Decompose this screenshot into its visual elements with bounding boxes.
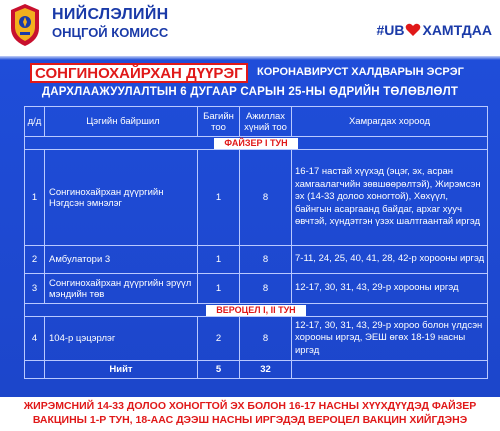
org-name-line2: ОНЦГОЙ КОМИСС bbox=[52, 25, 169, 40]
row-teams: 1 bbox=[198, 150, 240, 246]
org-name-line1: НИЙСЛЭЛИЙН bbox=[52, 6, 169, 23]
total-staff: 32 bbox=[240, 361, 292, 379]
header-staff: Ажиллах хүний тоо bbox=[240, 107, 292, 137]
table-header-row bbox=[25, 107, 488, 137]
phase-label-verocell: ВЕРОЦЕЛ I, II ТУН bbox=[206, 305, 305, 316]
hashtag-suffix: ХАМТДАА bbox=[422, 22, 492, 38]
table-row bbox=[25, 246, 488, 274]
row-no: 3 bbox=[25, 274, 45, 304]
hashtag-logo bbox=[376, 22, 492, 38]
row-no: 4 bbox=[25, 317, 45, 361]
header-teams: Багийн тоо bbox=[198, 107, 240, 137]
title-continuation: КОРОНАВИРУСТ ХАЛДВАРЫН ЭСРЭГ bbox=[257, 66, 464, 78]
header-area: Хамрагдах хороод bbox=[292, 107, 488, 137]
row-location: 104-р цэцэрлэг bbox=[45, 317, 198, 361]
row-area: 12-17, 30, 31, 43, 29-р хорооны иргэд bbox=[292, 274, 488, 304]
row-location: Сонгинохайрхан дүүргийн эрүүл мэндийн төв bbox=[45, 274, 198, 304]
row-teams: 2 bbox=[198, 317, 240, 361]
row-location: Амбулатори 3 bbox=[45, 246, 198, 274]
header-bar bbox=[0, 0, 500, 56]
row-staff: 8 bbox=[240, 246, 292, 274]
row-staff: 8 bbox=[240, 274, 292, 304]
table-row bbox=[25, 317, 488, 361]
title-row bbox=[30, 63, 492, 83]
header-location: Цэгийн байршил bbox=[45, 107, 198, 137]
hashtag-prefix: #UB bbox=[376, 22, 405, 38]
row-no: 2 bbox=[25, 246, 45, 274]
vaccination-plan-table bbox=[24, 106, 488, 379]
total-label: Нийт bbox=[45, 361, 198, 379]
phase-row-verocell bbox=[25, 304, 488, 317]
heart-icon bbox=[405, 23, 421, 37]
total-teams: 5 bbox=[198, 361, 240, 379]
footer-line1: ЖИРЭМСНИЙ 14-33 ДОЛОО ХОНОГТОЙ ЭХ БОЛОН 16-17 НАСНЫ ХҮҮХДҮҮДЭД ФАЙЗЕР bbox=[23, 400, 477, 412]
row-teams: 1 bbox=[198, 246, 240, 274]
state-emblem-icon bbox=[6, 2, 44, 48]
phase-row-pfizer bbox=[25, 137, 488, 150]
row-no: 1 bbox=[25, 150, 45, 246]
header-no: д/д bbox=[25, 107, 45, 137]
row-staff: 8 bbox=[240, 317, 292, 361]
footer-note bbox=[0, 397, 500, 431]
row-area: 7-11, 24, 25, 40, 41, 28, 42-р хорооны иргэд bbox=[292, 246, 488, 274]
plan-subtitle: ДАРХЛААЖУУЛАЛТЫН 6 ДУГААР САРЫН 25-НЫ ӨДРИЙН ТӨЛӨВЛӨЛТ bbox=[41, 86, 459, 98]
row-staff: 8 bbox=[240, 150, 292, 246]
table-row bbox=[25, 274, 488, 304]
row-area: 12-17, 30, 31, 43, 29-р хороо болон үлдсэн хорооны иргэд, ЭЕШ өгөх 18-19 насны иргэд bbox=[292, 317, 488, 361]
total-row bbox=[25, 361, 488, 379]
footer-line2: ВАКЦИНЫ 1-Р ТУН, 18-ААС ДЭЭШ НАСНЫ ИРГЭДЭД ВЕРОЦЕЛ ВАКЦИН ХИЙГДЭНЭ bbox=[32, 414, 468, 426]
row-teams: 1 bbox=[198, 274, 240, 304]
row-area: 16-17 настай хүүхэд (эцэг, эх, асран хамгаалагчийн зөвшөөрөлтэй), Жирэмсэн эх (14-33 долоо хоногтой), Хөхүүл, байнгын асаргаанд байдаг, архаг хууч өвчтэй, хүндэтгэн үзэх шалтгаантай иргэд bbox=[292, 150, 488, 246]
district-title: СОНГИНОХАЙРХАН ДҮҮРЭГ bbox=[30, 63, 248, 83]
row-location: Сонгинохайрхан дүүргийн Нэгдсэн эмнэлэг bbox=[45, 150, 198, 246]
table-row bbox=[25, 150, 488, 246]
phase-label-pfizer: ФАЙЗЕР I ТУН bbox=[214, 138, 297, 149]
